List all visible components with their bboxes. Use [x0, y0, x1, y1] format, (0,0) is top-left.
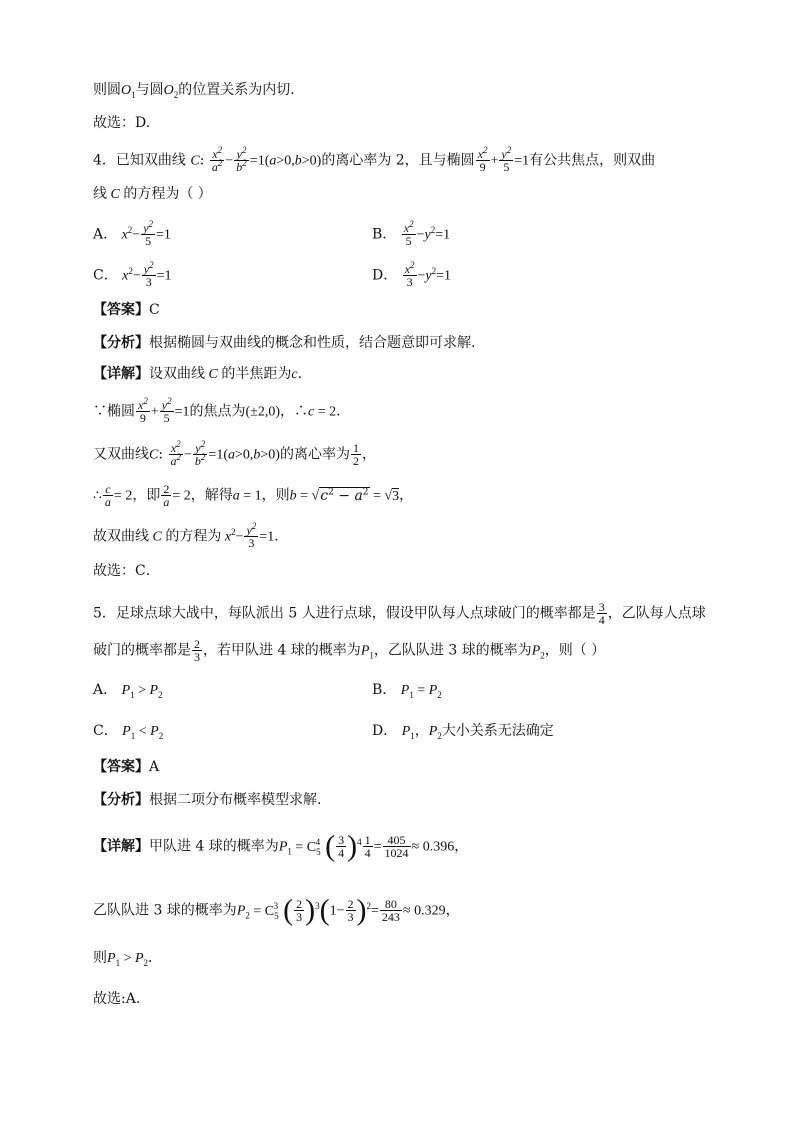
detail-line-2: 乙队队进 3 球的概率为$P_2 = C_5^3$ ( $\frac{2}{3}$ )$^3$(1− $\frac{2}{3}$ )$^2$= $\frac{80}{243}$ ≈ 0.329， — [93, 893, 460, 927]
text: 则 — [93, 950, 107, 966]
detail-line-1: 【详解】甲队进 4 球的概率为$P_1 = C_5^4$ ( $\frac{3}{4}$ )$^4$ $\frac{1}{4}$ = $\frac{405}{1024}$ ≈ 0.396， — [93, 829, 469, 863]
text: ，则 — [261, 487, 290, 504]
answer-value: A — [149, 759, 160, 775]
text: ∵椭圆 — [93, 403, 135, 420]
answer-line — [93, 300, 160, 320]
option-d: D． $P_1$，$P_2$大小关系无法确定 — [372, 723, 554, 741]
question-5-stem: 5．足球点球大战中，每队派出 5 人进行点球，假设甲队每人点球破门的概率都是 $\frac{3}{4}$ ，乙队每人点球 — [93, 600, 706, 627]
option-label: B． — [372, 226, 397, 243]
text: ，则（ ） — [544, 642, 606, 659]
text: 又双曲线 — [93, 446, 149, 463]
analysis-line — [93, 790, 321, 810]
choice-line: 故选：C． — [93, 563, 160, 579]
detail-line-4: ∴ $\frac{c}{a}$ = 2，即 $\frac{2}{a}$ = 2，解得a = 1，则$b = √c^2 - a^2 = √3$， — [93, 482, 414, 509]
choice-line: 故选：D. — [93, 115, 151, 131]
option-a: A． $P_1 > P_2$ — [93, 682, 163, 700]
detail-line-3: 则$P_1 > P_2$． — [93, 950, 163, 968]
analysis-tag: 【分析】 — [93, 335, 149, 351]
text: ，乙队队进 3 球的概率为 — [373, 642, 532, 659]
option-c: C． $P_1 < P_2$ — [93, 723, 164, 741]
option-label: A． — [93, 682, 118, 698]
text: ，即 — [132, 487, 161, 504]
detail-line-5: 故双曲线 C 的方程为 $x^2-$ $\frac{y^2}{3}$ =1． — [93, 521, 289, 550]
option-label: A． — [93, 226, 118, 243]
analysis-text: 根据椭圆与双曲线的概念和性质，结合题意即可求解. — [149, 335, 476, 351]
option-b: B． $P_1 = P_2$ — [372, 682, 442, 700]
text: 的方程为（ ） — [123, 186, 212, 202]
answer-line — [93, 757, 159, 777]
text: ，∴ — [279, 403, 308, 420]
text: 的方程为 — [165, 528, 222, 545]
detail-tag: 【详解】 — [93, 366, 149, 382]
text: 4．已知双曲线 — [93, 152, 186, 169]
text: 故双曲线 — [93, 528, 149, 545]
text: 的位置关系为内切． — [178, 82, 305, 98]
text-line: 则圆$O_1$与圆$O_2$的位置关系为内切． — [93, 82, 305, 100]
detail-line-3: 又双曲线C: $\frac{x^2}{a^2}$ − $\frac{y^2}{b^2}$ =1(a>0,b>0)的离心率为 $\frac{1}{2}$ ， — [93, 439, 376, 468]
text: 的离心率为 — [279, 446, 350, 463]
text: 乙队队进 3 球的概率为 — [93, 902, 237, 919]
text: 的焦点为 — [189, 403, 246, 420]
text: 的半焦距为 — [221, 366, 292, 382]
analysis-tag: 【分析】 — [93, 792, 149, 808]
option-c: C． $x^2-$ $\frac{y^2}{3}$ =1 — [93, 260, 172, 289]
detail-tag: 【详解】 — [93, 838, 149, 855]
text: 与圆 — [135, 82, 164, 98]
text: 甲队进 4 球的概率为 — [149, 838, 279, 855]
option-label: C． — [93, 723, 118, 739]
option-b: B． $\frac{x^2}{5}$ $-y^2=1$ — [372, 219, 451, 248]
question-4-stem: 4．已知双曲线 C: $\frac{x^2}{a^2}$ − $\frac{y^2}{b^2}$ =1(a>0,b>0)的离心率为 2，且与椭圆 $\frac{x^2}{9}$ + $\frac{y^2}{5}$ =1有公共焦点，则双曲 — [93, 145, 656, 174]
text: ，乙队每人点球 — [607, 605, 706, 622]
question-4-stem-line2: 线 C 的方程为（ ） — [93, 186, 212, 202]
text: 大小关系无法确定 — [441, 723, 554, 739]
answer-tag: 【答案】 — [93, 302, 149, 318]
analysis-line — [93, 333, 475, 353]
option-label: B． — [372, 682, 397, 698]
detail-line-1: 【详解】设双曲线 C 的半焦距为c. — [93, 366, 303, 382]
text: ，解得 — [190, 487, 233, 504]
option-label: C． — [93, 267, 118, 284]
text: 有公共焦点，则双曲 — [529, 152, 656, 169]
option-d: D． $\frac{x^2}{3}$ $-y^2=1$ — [372, 260, 452, 289]
choice-line: 故选:A． — [93, 991, 150, 1007]
text: 线 — [93, 186, 107, 202]
text: 破门的概率都是 — [93, 642, 191, 659]
detail-line-2: ∵椭圆 $\frac{x^2}{9}$ + $\frac{y^2}{5}$ =1的焦点为(±2,0)，∴c = 2． — [93, 396, 351, 425]
text: 设双曲线 — [149, 366, 205, 382]
answer-tag: 【答案】 — [93, 759, 149, 775]
option-label: D． — [372, 267, 398, 284]
text: ∴ — [93, 487, 102, 504]
text: 5．足球点球大战中，每队派出 5 人进行点球，假设甲队每人点球破门的概率都是 — [93, 605, 596, 622]
text: ，若甲队进 4 球的概率为 — [203, 642, 361, 659]
text: 则圆 — [93, 82, 121, 98]
answer-value: C — [149, 302, 160, 318]
option-label: D． — [372, 723, 398, 739]
text: 的离心率为 2，且与椭圆 — [321, 152, 475, 169]
question-5-stem-line2: 破门的概率都是 $\frac{2}{3}$ ，若甲队进 4 球的概率为$P_1$，乙队队进 3 球的概率为$P_2$，则（ ） — [93, 637, 606, 664]
analysis-text: 根据二项分布概率模型求解. — [149, 792, 322, 808]
option-a: A． $x^2-$ $\frac{y^2}{5}$ =1 — [93, 219, 171, 248]
